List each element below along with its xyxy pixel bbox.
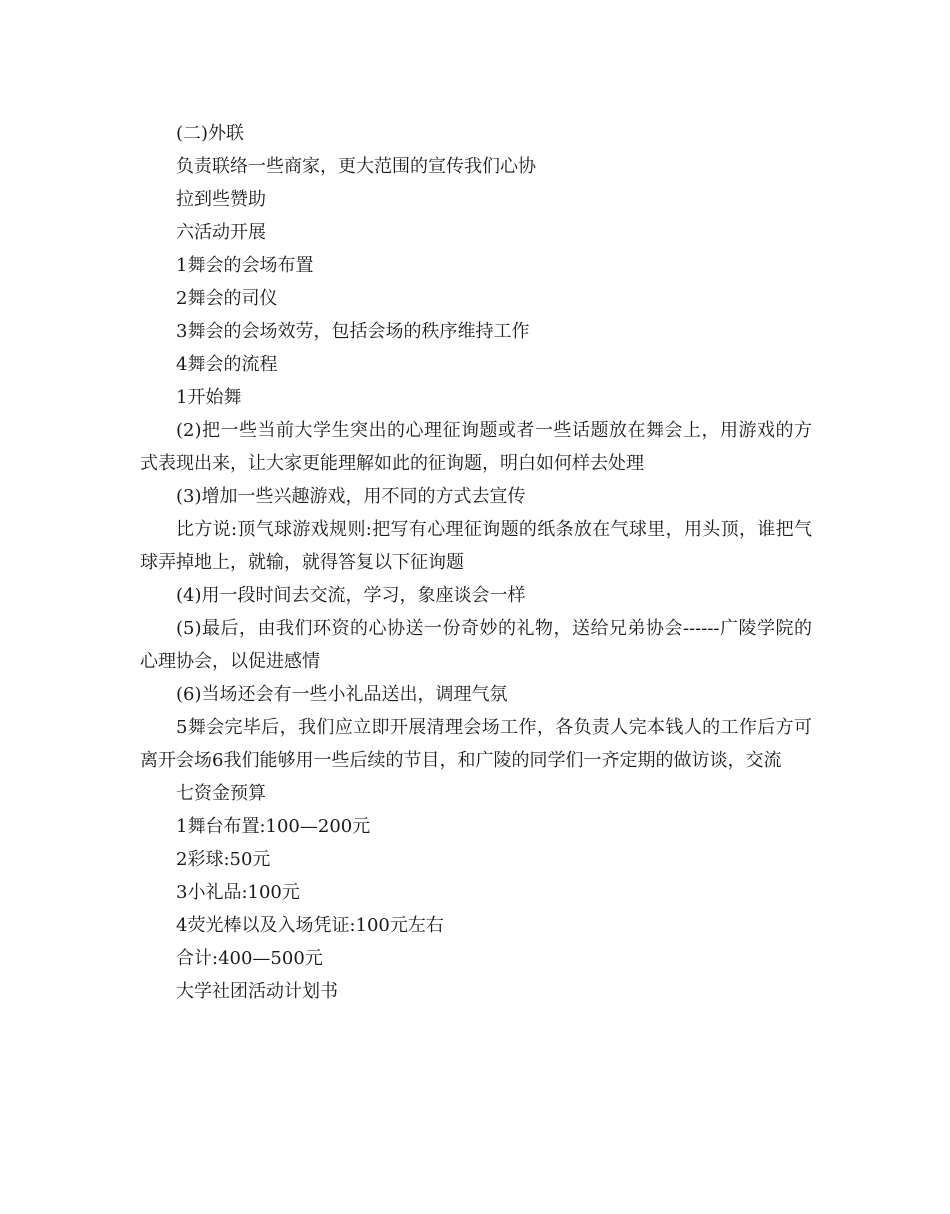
list-item: 1舞会的会场布置 [176,255,314,276]
paragraph: (3)增加一些兴趣游戏，用不同的方式去宣传 [176,486,526,507]
paragraph: 拉到些赞助 [176,189,266,210]
section-heading-budget: 七资金预算 [176,783,266,804]
paragraph: (6)当场还会有一些小礼品送出，调理气氛 [176,684,508,705]
paragraph: 负责联络一些商家，更大范围的宣传我们心协 [176,156,536,177]
document-body [140,117,812,1008]
budget-item: 4荧光棒以及入场凭证:100元左右 [176,915,444,936]
paragraph: 比方说:顶气球游戏规则:把写有心理征询题的纸条放在气球里，用头顶，谁把气球弄掉地上，就输，就得答复以下征询题 [140,519,812,573]
list-item: 3舞会的会场效劳，包括会场的秩序维持工作 [176,321,530,342]
paragraph: 5舞会完毕后，我们应立即开展清理会场工作，各负责人完本钱人的工作后方可离开会场6我们能够用一些后续的节目，和广陵的同学们一齐定期的做访谈，交流 [140,717,812,771]
budget-item: 1舞台布置:100—200元 [176,816,371,837]
budget-item: 2彩球:50元 [176,849,271,870]
paragraph: (4)用一段时间去交流，学习，象座谈会一样 [176,585,526,606]
section-heading-activities: 六活动开展 [176,222,266,243]
list-item: 2舞会的司仪 [176,288,278,309]
section-heading-outreach: (二)外联 [176,123,245,144]
paragraph: (5)最后，由我们环资的心协送一份奇妙的礼物，送给兄弟协会------广陵学院的心理协会，以促进感情 [140,618,812,672]
list-item: 4舞会的流程 [176,354,278,375]
budget-item: 3小礼品:100元 [176,882,300,903]
paragraph: (2)把一些当前大学生突出的心理征询题或者一些话题放在舞会上，用游戏的方式表现出来，让大家更能理解如此的征询题，明白如何样去处理 [140,420,812,474]
document-title: 大学社团活动计划书 [176,981,338,1002]
list-item: 1开始舞 [176,387,242,408]
budget-total: 合计:400—500元 [176,948,323,969]
